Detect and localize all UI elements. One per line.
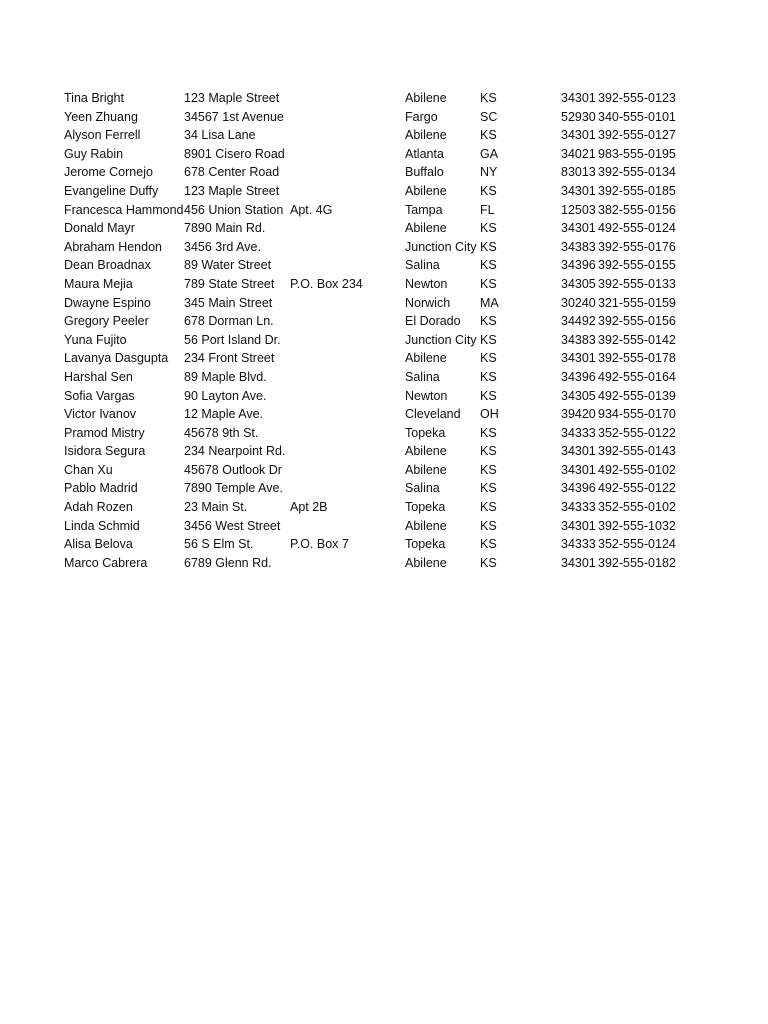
street-address: 56 Port Island Dr. [184,332,281,347]
zip-code: 34383 [561,332,596,347]
city: Abilene [405,351,447,366]
state: KS [480,555,497,570]
state: KS [480,128,497,143]
contact-name: Jerome Cornejo [64,165,153,180]
state: KS [480,369,497,384]
city: Topeka [405,425,446,440]
zip-code: 34301 [561,221,596,236]
state: KS [480,221,497,236]
zip-code: 34301 [561,518,596,533]
zip-code: 34333 [561,537,596,552]
state: KS [480,425,497,440]
street-address: 234 Front Street [184,351,275,366]
city: Abilene [405,555,447,570]
zip-code: 30240 [561,295,596,310]
address-line-2: P.O. Box 234 [290,276,363,291]
street-address: 3456 3rd Ave. [184,239,261,254]
street-address: 123 Maple Street [184,183,280,198]
city: Abilene [405,518,447,533]
contact-name: Pablo Madrid [64,481,138,496]
zip-code: 34301 [561,351,596,366]
state: KS [480,183,497,198]
phone-number: 392-555-0133 [598,276,676,291]
list-row [0,387,768,406]
state: KS [480,239,497,254]
state: KS [480,537,497,552]
contact-name: Francesca Hammond [64,202,184,217]
phone-number: 392-555-0178 [598,351,676,366]
address-line-2: Apt 2B [290,500,328,515]
state: KS [480,276,497,291]
street-address: 678 Dorman Ln. [184,314,274,329]
zip-code: 34333 [561,500,596,515]
street-address: 7890 Main Rd. [184,221,266,236]
city: Abilene [405,91,447,105]
state: KS [480,444,497,459]
phone-number: 492-555-0164 [598,369,676,384]
contact-name: Donald Mayr [64,221,135,236]
contact-name: Yeen Zhuang [64,109,138,124]
phone-number: 392-555-0127 [598,128,676,143]
list-row [0,424,768,443]
contact-name: Pramod Mistry [64,425,145,440]
phone-number: 492-555-0139 [598,388,676,403]
list-row [0,163,768,182]
zip-code: 34333 [561,425,596,440]
contact-name: Lavanya Dasgupta [64,351,169,366]
contact-name: Dwayne Espino [64,295,151,310]
city: Abilene [405,221,447,236]
state: KS [480,91,497,105]
city: Topeka [405,537,446,552]
list-row [0,554,768,573]
phone-number: 340-555-0101 [598,109,676,124]
zip-code: 34383 [561,239,596,254]
address-list-sheet [0,89,768,572]
city: Salina [405,481,440,496]
state: KS [480,388,497,403]
list-row [0,201,768,220]
street-address: 456 Union Station [184,202,284,217]
zip-code: 34021 [561,146,596,161]
zip-code: 39420 [561,407,596,422]
list-row [0,535,768,554]
city: Junction City [405,239,477,254]
phone-number: 392-555-0176 [598,239,676,254]
zip-code: 83013 [561,165,596,180]
contact-name: Marco Cabrera [64,555,148,570]
phone-number: 934-555-0170 [598,407,676,422]
phone-number: 983-555-0195 [598,146,676,161]
state: NY [480,165,498,180]
contact-name: Isidora Segura [64,444,146,459]
city: Abilene [405,183,447,198]
phone-number: 382-555-0156 [598,202,676,217]
street-address: 7890 Temple Ave. [184,481,283,496]
zip-code: 34396 [561,258,596,273]
zip-code: 34301 [561,462,596,477]
street-address: 89 Water Street [184,258,272,273]
state: KS [480,462,497,477]
contact-name: Dean Broadnax [64,258,151,273]
phone-number: 392-555-0142 [598,332,676,347]
list-row [0,145,768,164]
city: Topeka [405,500,446,515]
contact-name: Victor Ivanov [64,407,137,422]
city: Abilene [405,444,447,459]
contact-name: Gregory Peeler [64,314,149,329]
street-address: 34567 1st Avenue [184,109,284,124]
state: KS [480,518,497,533]
zip-code: 34301 [561,128,596,143]
street-address: 12 Maple Ave. [184,407,263,422]
street-address: 34 Lisa Lane [184,128,256,143]
state: OH [480,407,499,422]
zip-code: 34301 [561,444,596,459]
zip-code: 34301 [561,91,596,105]
street-address: 123 Maple Street [184,91,280,105]
state: KS [480,500,497,515]
contact-name: Guy Rabin [64,146,124,161]
phone-number: 492-555-0122 [598,481,676,496]
phone-number: 392-555-0134 [598,165,676,180]
list-row [0,238,768,257]
street-address: 789 State Street [184,276,275,291]
zip-code: 34305 [561,388,596,403]
street-address: 90 Layton Ave. [184,388,267,403]
phone-number: 392-555-0156 [598,314,676,329]
city: Fargo [405,109,438,124]
contact-name: Linda Schmid [64,518,140,533]
list-row [0,479,768,498]
phone-number: 392-555-0143 [598,444,676,459]
contact-name: Abraham Hendon [64,239,162,254]
list-row [0,108,768,127]
city: Buffalo [405,165,444,180]
phone-number: 392-555-0155 [598,258,676,273]
zip-code: 34396 [561,481,596,496]
city: Salina [405,258,440,273]
list-row [0,517,768,536]
street-address: 3456 West Street [184,518,281,533]
zip-code: 34301 [561,555,596,570]
address-line-2: P.O. Box 7 [290,537,349,552]
phone-number: 492-555-0102 [598,462,676,477]
street-address: 56 S Elm St. [184,537,254,552]
contact-name: Yuna Fujito [64,332,127,347]
street-address: 678 Center Road [184,165,280,180]
zip-code: 12503 [561,202,596,217]
phone-number: 321-555-0159 [598,295,676,310]
street-address: 45678 Outlook Dr [184,462,282,477]
state: MA [480,295,499,310]
contact-name: Alyson Ferrell [64,128,141,143]
zip-code: 34305 [561,276,596,291]
city: Atlanta [405,146,444,161]
contact-name: Maura Mejia [64,276,133,291]
city: El Dorado [405,314,461,329]
phone-number: 352-555-0124 [598,537,676,552]
city: Newton [405,276,448,291]
street-address: 8901 Cisero Road [184,146,285,161]
city: Abilene [405,128,447,143]
city: Salina [405,369,440,384]
city: Newton [405,388,448,403]
contact-name: Evangeline Duffy [64,183,159,198]
street-address: 23 Main St. [184,500,248,515]
phone-number: 492-555-0124 [598,221,676,236]
street-address: 345 Main Street [184,295,273,310]
list-row [0,331,768,350]
list-row [0,89,768,108]
zip-code: 52930 [561,109,596,124]
zip-code: 34396 [561,369,596,384]
state: SC [480,109,498,124]
phone-number: 392-555-0123 [598,91,676,105]
list-row [0,219,768,238]
city: Abilene [405,462,447,477]
list-row [0,126,768,145]
contact-name: Chan Xu [64,462,113,477]
contact-name: Alisa Belova [64,537,133,552]
city: Norwich [405,295,451,310]
phone-number: 392-555-1032 [598,518,676,533]
state: KS [480,258,497,273]
list-row [0,256,768,275]
zip-code: 34301 [561,183,596,198]
list-row [0,405,768,424]
street-address: 45678 9th St. [184,425,259,440]
city: Tampa [405,202,443,217]
list-row [0,442,768,461]
address-line-2: Apt. 4G [290,202,333,217]
list-row [0,312,768,331]
state: KS [480,332,497,347]
list-row [0,349,768,368]
list-row [0,294,768,313]
list-row [0,368,768,387]
list-row [0,275,768,294]
list-row [0,182,768,201]
contact-name: Sofia Vargas [64,388,135,403]
city: Cleveland [405,407,461,422]
contact-name: Adah Rozen [64,500,133,515]
list-row [0,498,768,517]
zip-code: 34492 [561,314,596,329]
state: KS [480,481,497,496]
state: KS [480,314,497,329]
street-address: 6789 Glenn Rd. [184,555,272,570]
phone-number: 352-555-0122 [598,425,676,440]
state: FL [480,202,495,217]
phone-number: 392-555-0182 [598,555,676,570]
contact-name: Harshal Sen [64,369,133,384]
state: KS [480,351,497,366]
street-address: 89 Maple Blvd. [184,369,267,384]
phone-number: 392-555-0185 [598,183,676,198]
list-row [0,461,768,480]
street-address: 234 Nearpoint Rd. [184,444,286,459]
contact-name: Tina Bright [64,91,124,105]
state: GA [480,146,499,161]
city: Junction City [405,332,477,347]
phone-number: 352-555-0102 [598,500,676,515]
